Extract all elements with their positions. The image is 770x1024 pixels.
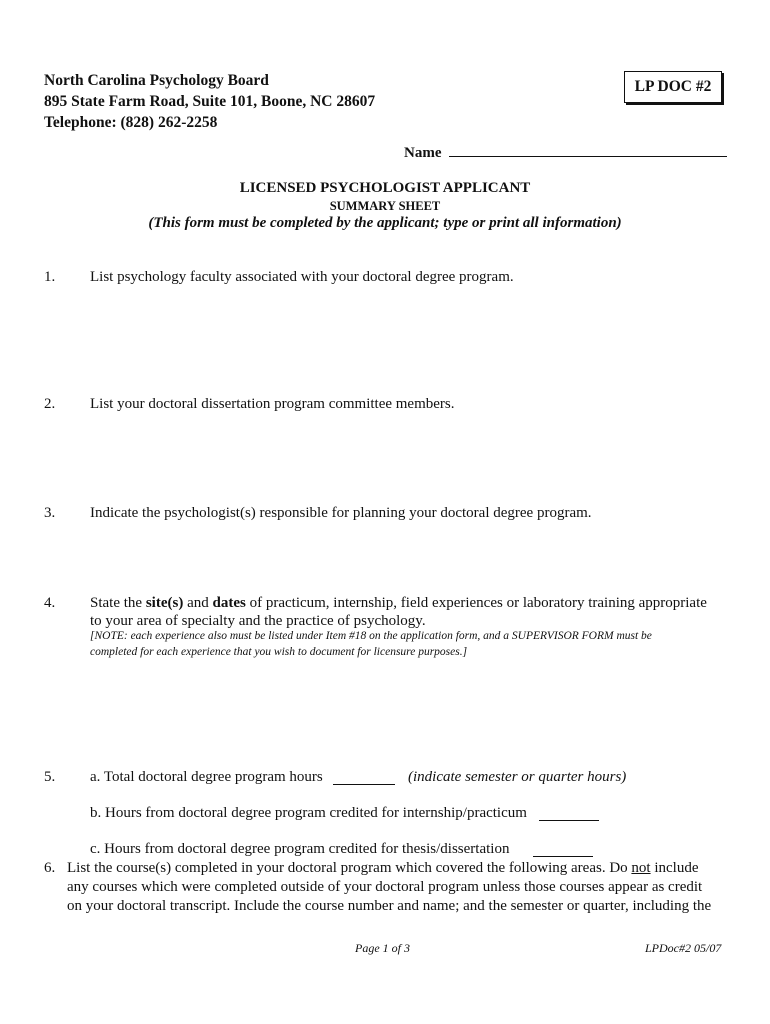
item-5a-note: (indicate semester or quarter hours) — [408, 769, 627, 785]
item-5c-label: c. Hours from doctoral degree program credited for thesis/dissertation — [90, 841, 510, 857]
item-4-note-line2: completed for each experience that you wish to document for licensure purposes.] — [90, 646, 468, 658]
item-6-not: not — [631, 860, 651, 876]
form-code: LPDoc#2 05/07 — [645, 941, 722, 955]
page-number: Page 1 of 3 — [355, 941, 410, 955]
board-phone: Telephone: (828) 262-2258 — [44, 114, 218, 131]
item-4-sites: site(s) — [145, 595, 184, 611]
item-1-number: 1. — [44, 269, 56, 285]
item-5b-label: b. Hours from doctoral degree program credited for internship/practicum — [90, 805, 527, 821]
board-name: North Carolina Psychology Board — [44, 72, 269, 89]
item-4-text — [90, 595, 707, 612]
form-title: LICENSED PSYCHOLOGIST APPLICANT — [239, 180, 531, 196]
item-4-text-part1: State the — [90, 595, 146, 611]
item-6-line2: any courses which were completed outside of your doctoral program unless those courses appear as credit — [67, 879, 703, 895]
item-6-line1-a: List the course(s) completed in your doctoral program which covered the following areas. Do — [67, 860, 632, 876]
item-4-text-part3: of practicum, internship, field experiences or laboratory training appropriate — [245, 595, 707, 611]
form-instructions: (This form must be completed by the applicant; type or print all information) — [148, 215, 622, 231]
item-4-dates: dates — [212, 595, 246, 611]
item-5a-label: a. Total doctoral degree program hours — [90, 769, 323, 785]
doc-id: LP DOC #2 — [634, 78, 712, 95]
item-5c-blank[interactable] — [533, 855, 593, 857]
item-4-number: 4. — [44, 595, 56, 611]
item-2-number: 2. — [44, 396, 56, 412]
name-blank[interactable] — [449, 143, 727, 157]
item-3-text: Indicate the psychologist(s) responsible for planning your doctoral degree program. — [90, 505, 592, 521]
item-5a-blank[interactable] — [333, 783, 395, 785]
doc-id-box — [624, 71, 722, 103]
item-6-line1-b: include — [650, 860, 699, 876]
form-subtitle: SUMMARY SHEET — [329, 199, 441, 213]
item-4-line2: to your area of specialty and the practice of psychology. — [90, 613, 426, 629]
item-3-number: 3. — [44, 505, 56, 521]
item-5b-blank[interactable] — [539, 819, 599, 821]
item-5-number: 5. — [44, 769, 56, 785]
item-4-text-part2: and — [183, 595, 213, 611]
item-2-text: List your doctoral dissertation program committee members. — [90, 396, 455, 412]
name-label: Name — [404, 145, 442, 161]
item-6-line3: on your doctoral transcript. Include the course number and name; and the semester or quarter, including the — [67, 898, 712, 914]
board-address: 895 State Farm Road, Suite 101, Boone, NC 28607 — [44, 93, 376, 110]
item-4-note-line1: [NOTE: each experience also must be listed under Item #18 on the application form, and a SUPERVISOR FORM must be — [90, 630, 652, 642]
item-1-text: List psychology faculty associated with your doctoral degree program. — [90, 269, 514, 285]
name-field[interactable] — [404, 143, 727, 162]
item-6-line1 — [67, 860, 698, 877]
item-6-number: 6. — [44, 860, 56, 876]
